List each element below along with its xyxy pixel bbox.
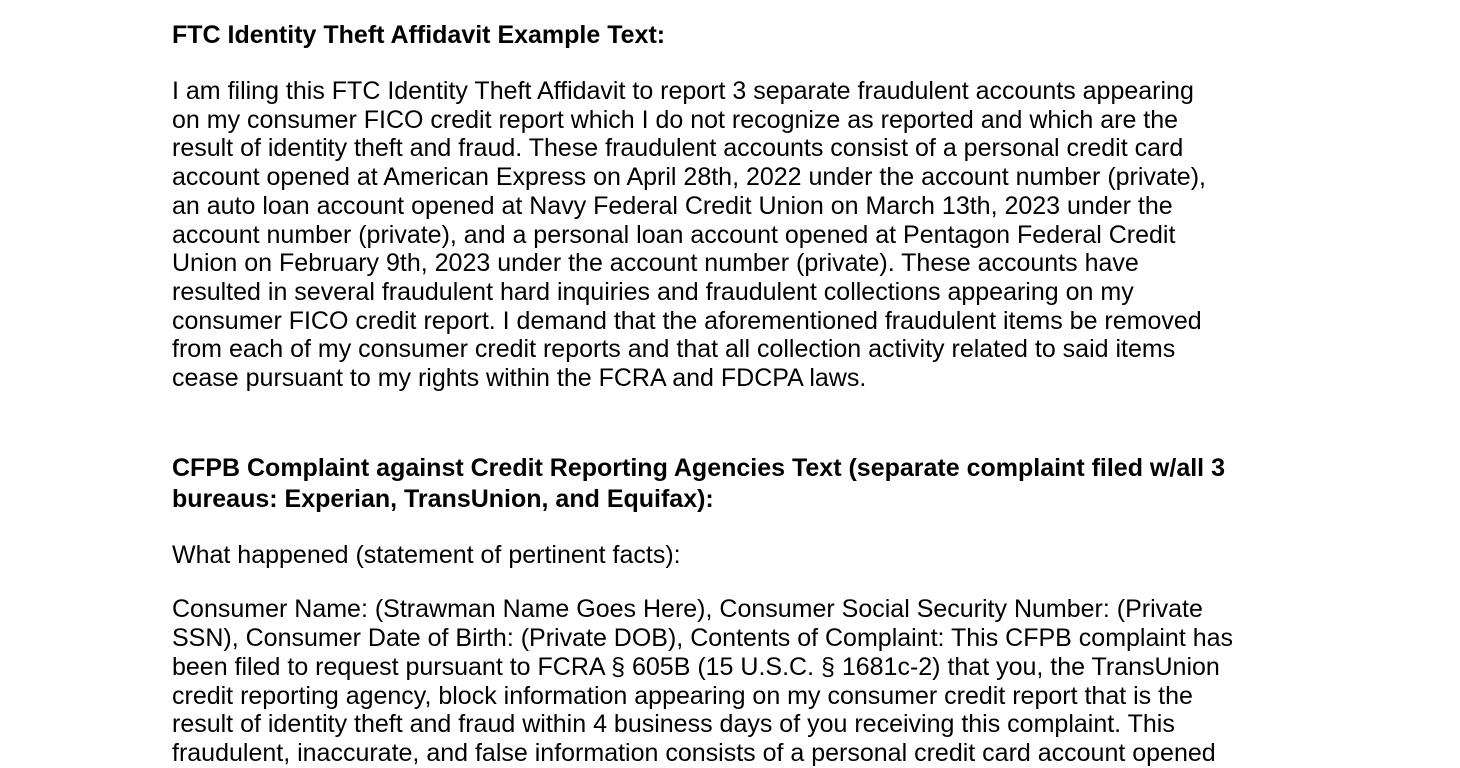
ftc-affidavit-heading: FTC Identity Theft Affidavit Example Text:: [172, 21, 666, 49]
spacer: [172, 515, 1292, 541]
spacer: [172, 51, 1292, 77]
what-happened-label: What happened (statement of pertinent facts):: [172, 540, 681, 569]
spacer: [172, 569, 1292, 595]
cfpb-complaint-body: Consumer Name: (Strawman Name Goes Here), Consumer Social Security Number: (Private SSN), Consumer Date of Birth: (Private DOB), Contents of Complaint: This CFPB complaint has been filed to request pursuant to FCRA § 605B (15 U.S.C. § 1681c-2) that you, the TransUnion credit reporting agency, block information appearing on my consumer credit report that is the result of identity theft and fraud within 4 business days of you receiving this complaint. This fraudulent, inaccurate, and false information consists of a personal credit card account opened: [172, 595, 1234, 767]
spacer: [172, 393, 1292, 453]
cfpb-complaint-heading: CFPB Complaint against Credit Reporting Agencies Text (separate complaint filed w/all 3 bureaus: Experian, TransUnion, and Equifax):: [172, 453, 1225, 513]
document-content: [172, 20, 1292, 768]
ftc-affidavit-body: I am filing this FTC Identity Theft Affidavit to report 3 separate fraudulent accounts appearing on my consumer FICO credit report which I do not recognize as reported and which are the result of identity theft and fraud. These fraudulent accounts consist of a personal credit card account opened at American Express on April 28th, 2022 under the account number (private), an auto loan account opened at Navy Federal Credit Union on March 13th, 2023 under the account number (private), and a personal loan account opened at Pentagon Federal Credit Union on February 9th, 2023 under the account number (private). These accounts have resulted in several fraudulent hard inquiries and fraudulent collections appearing on my consumer FICO credit report. I demand that the aforementioned fraudulent items be removed from each of my consumer credit reports and that all collection activity related to said items cease pursuant to my rights within the FCRA and FDCPA laws.: [172, 77, 1206, 393]
